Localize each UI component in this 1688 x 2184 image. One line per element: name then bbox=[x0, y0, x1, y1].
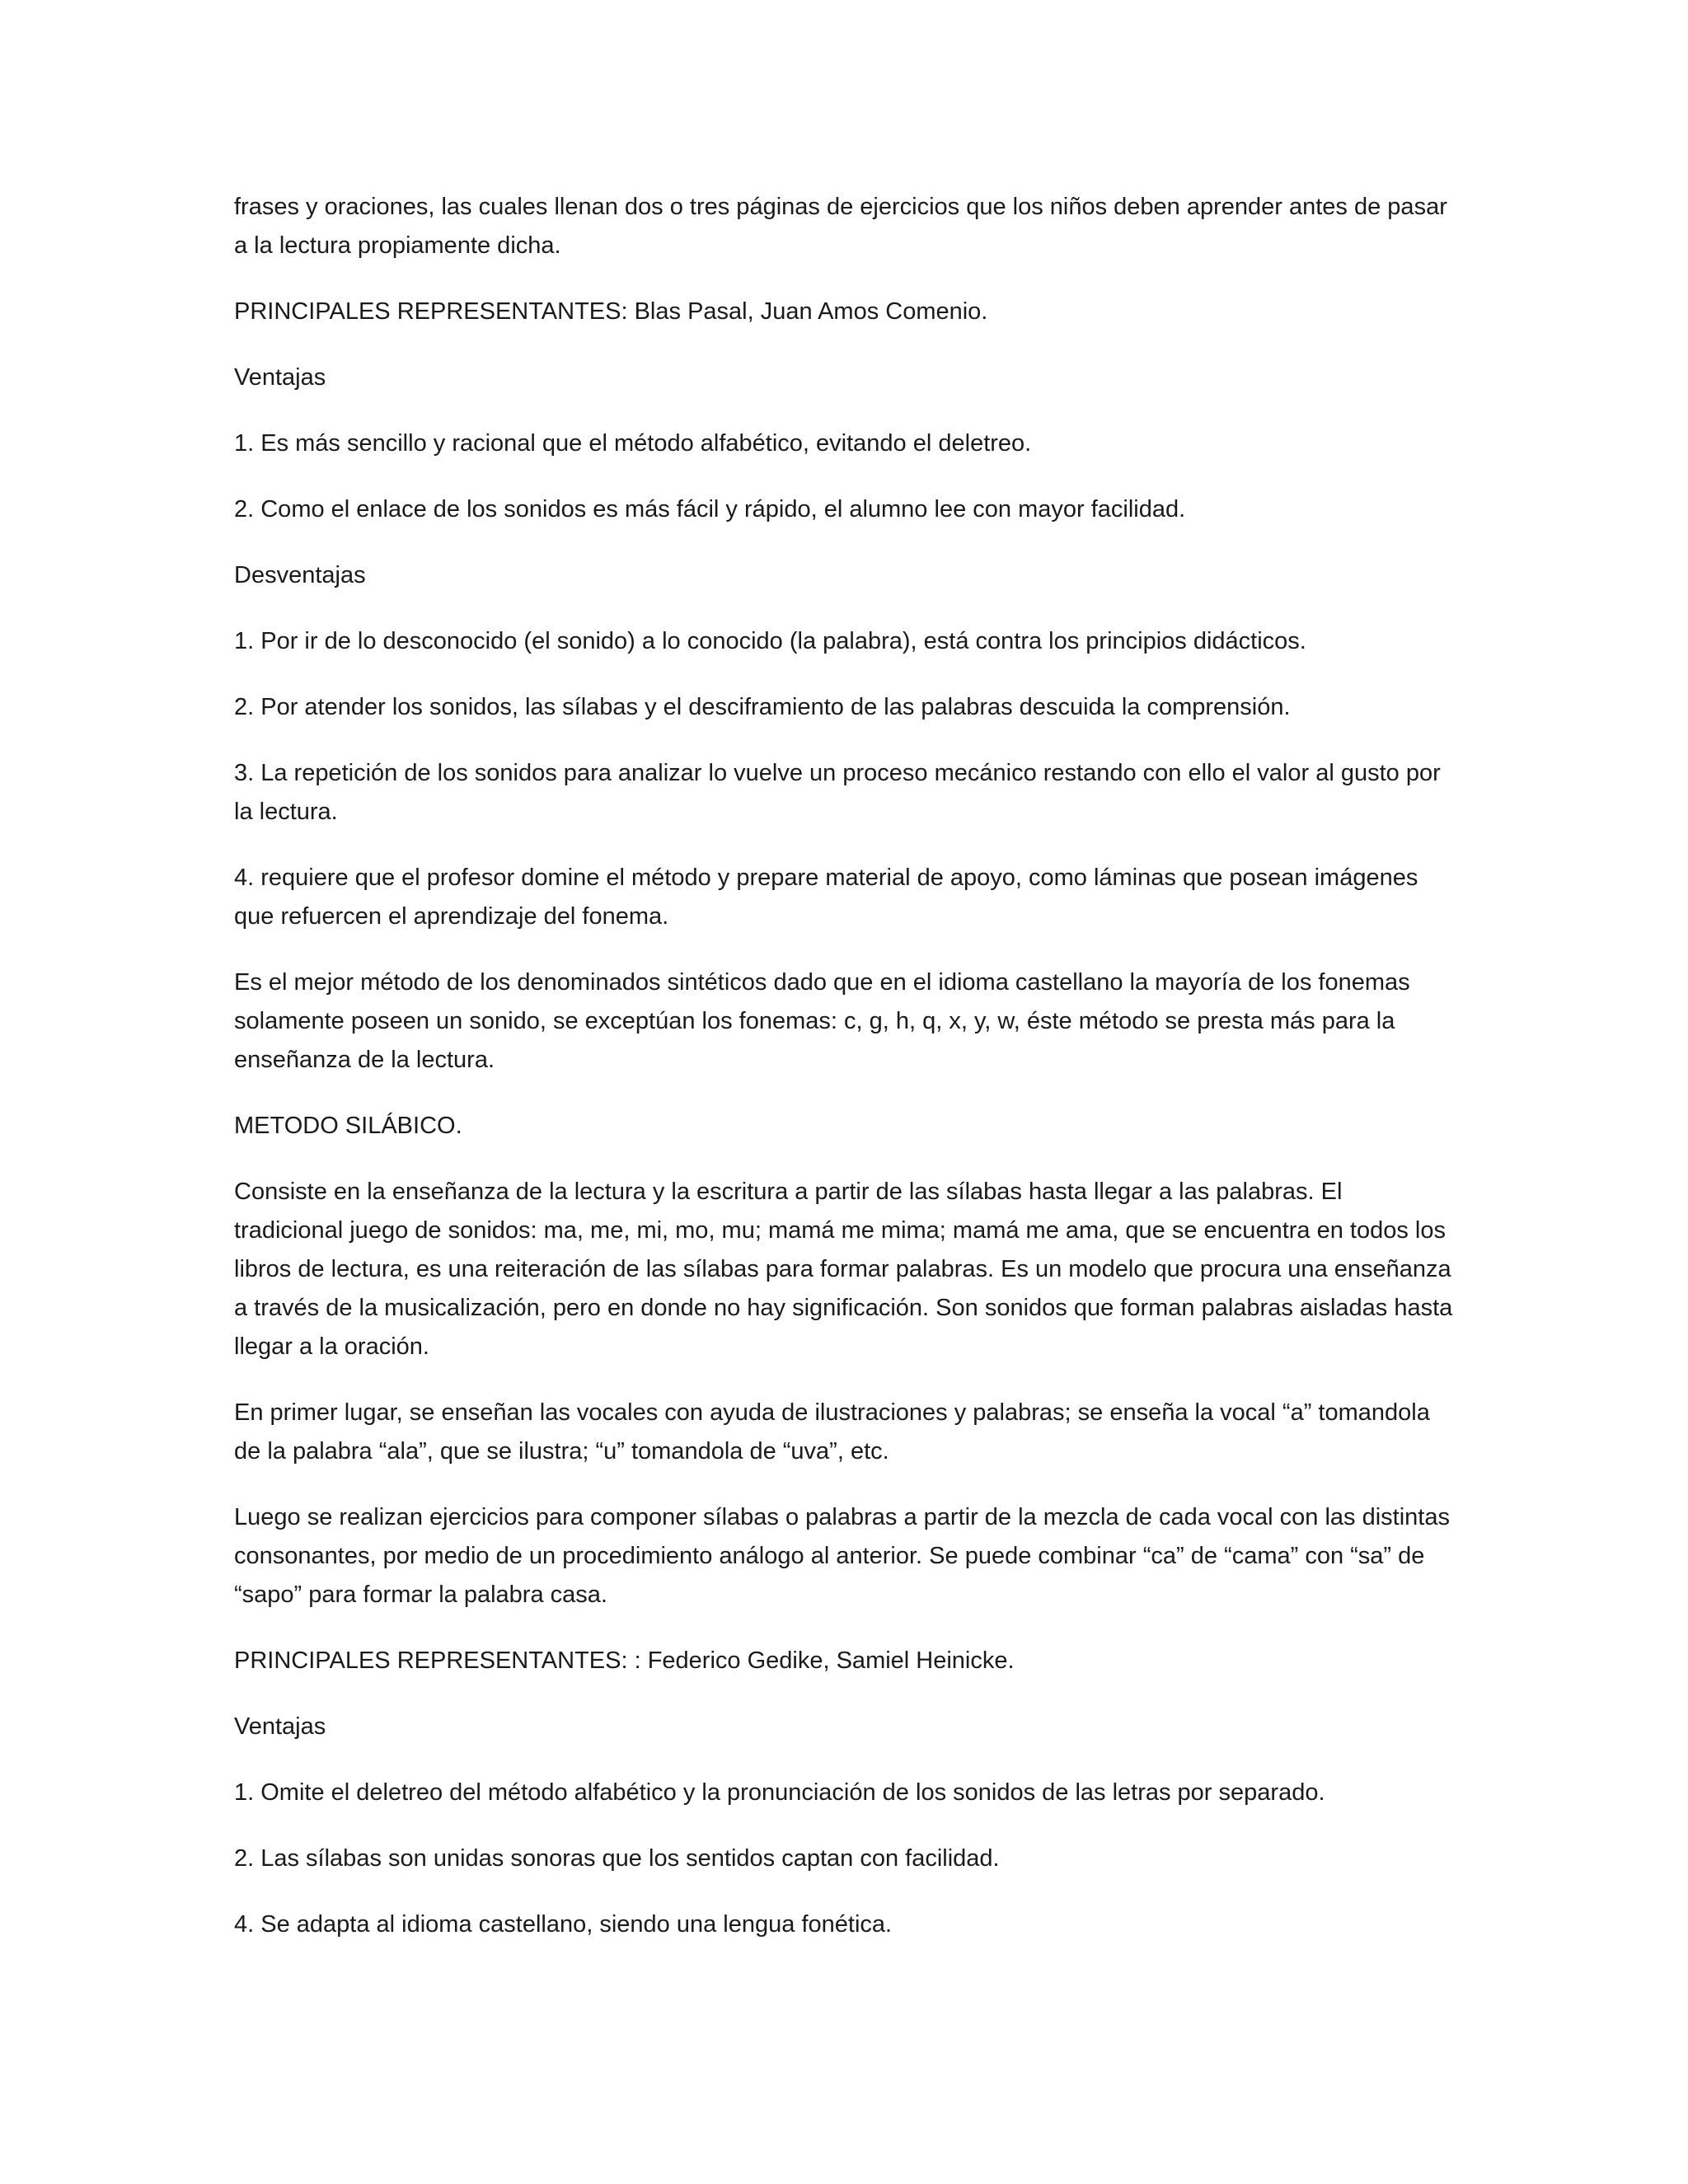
paragraph-representantes-silabico: PRINCIPALES REPRESENTANTES: : Federico Gedike, Samiel Heinicke. bbox=[234, 1647, 1015, 1674]
list-item-desventaja-2: 2. Por atender los sonidos, las sílabas y el desciframiento de las palabras descuida la comprensión. bbox=[234, 694, 1291, 720]
paragraph-continuation: frases y oraciones, las cuales llenan dos o tres páginas de ejercicios que los niños deben aprender antes de pasar a la lectura propiamente dicha. bbox=[234, 194, 1447, 259]
paragraph-mejor-metodo: Es el mejor método de los denominados sintéticos dado que en el idioma castellano la mayoría de los fonemas solamente poseen un sonido, se exceptúan los fonemas: c, g, h, q, x, y, w, éste método se presta más para la enseñanza de la lectura. bbox=[234, 969, 1410, 1073]
list-item-desventaja-1: 1. Por ir de lo desconocido (el sonido) a lo conocido (la palabra), está contra los principios didácticos. bbox=[234, 628, 1306, 654]
list-item-ventaja-silabico-1: 1. Omite el deletreo del método alfabético y la pronunciación de los sonidos de las letras por separado. bbox=[234, 1779, 1325, 1806]
heading-desventajas: Desventajas bbox=[234, 562, 366, 588]
list-item-ventaja-silabico-2: 2. Las sílabas son unidas sonoras que los sentidos captan con facilidad. bbox=[234, 1845, 1000, 1872]
list-item-desventaja-4: 4. requiere que el profesor domine el método y prepare material de apoyo, como láminas que posean imágenes que refuercen el aprendizaje del fonema. bbox=[234, 865, 1418, 930]
document-body bbox=[234, 188, 1454, 1971]
paragraph-luego: Luego se realizan ejercicios para componer sílabas o palabras a partir de la mezcla de cada vocal con las distintas consonantes, por medio de un procedimiento análogo al anterior. Se puede combinar “ca” de “cama” con “sa” de “sapo” para formar la palabra casa. bbox=[234, 1504, 1450, 1608]
list-item-desventaja-3: 3. La repetición de los sonidos para analizar lo vuelve un proceso mecánico restando con ello el valor al gusto por la lectura. bbox=[234, 760, 1441, 825]
list-item-ventaja-2: 2. Como el enlace de los sonidos es más fácil y rápido, el alumno lee con mayor facilidad. bbox=[234, 496, 1186, 523]
list-item-ventaja-silabico-4: 4. Se adapta al idioma castellano, siendo una lengua fonética. bbox=[234, 1911, 893, 1938]
list-item-ventaja-1: 1. Es más sencillo y racional que el método alfabético, evitando el deletreo. bbox=[234, 430, 1032, 457]
heading-ventajas: Ventajas bbox=[234, 364, 326, 391]
heading-ventajas-silabico: Ventajas bbox=[234, 1713, 326, 1740]
paragraph-consiste: Consiste en la enseñanza de la lectura y la escritura a partir de las sílabas hasta llegar a las palabras. El tradicional juego de sonidos: ma, me, mi, mo, mu; mamá me mima; mamá me ama, que se encuentra en todos los libros de lectura, es una reiteración de las sílabas para formar palabras. Es un modelo que procura una enseñanza a través de la musicalización, pero en donde no hay significación. Son sonidos que forman palabras aisladas hasta llegar a la oración. bbox=[234, 1179, 1453, 1360]
paragraph-primer-lugar: En primer lugar, se enseñan las vocales con ayuda de ilustraciones y palabras; se enseña la vocal “a” tomandola de la palabra “ala”, que se ilustra; “u” tomandola de “uva”, etc. bbox=[234, 1399, 1430, 1465]
heading-metodo-silabico: METODO SILÁBICO. bbox=[234, 1113, 462, 1139]
paragraph-representantes-fonetico: PRINCIPALES REPRESENTANTES: Blas Pasal, Juan Amos Comenio. bbox=[234, 298, 988, 325]
